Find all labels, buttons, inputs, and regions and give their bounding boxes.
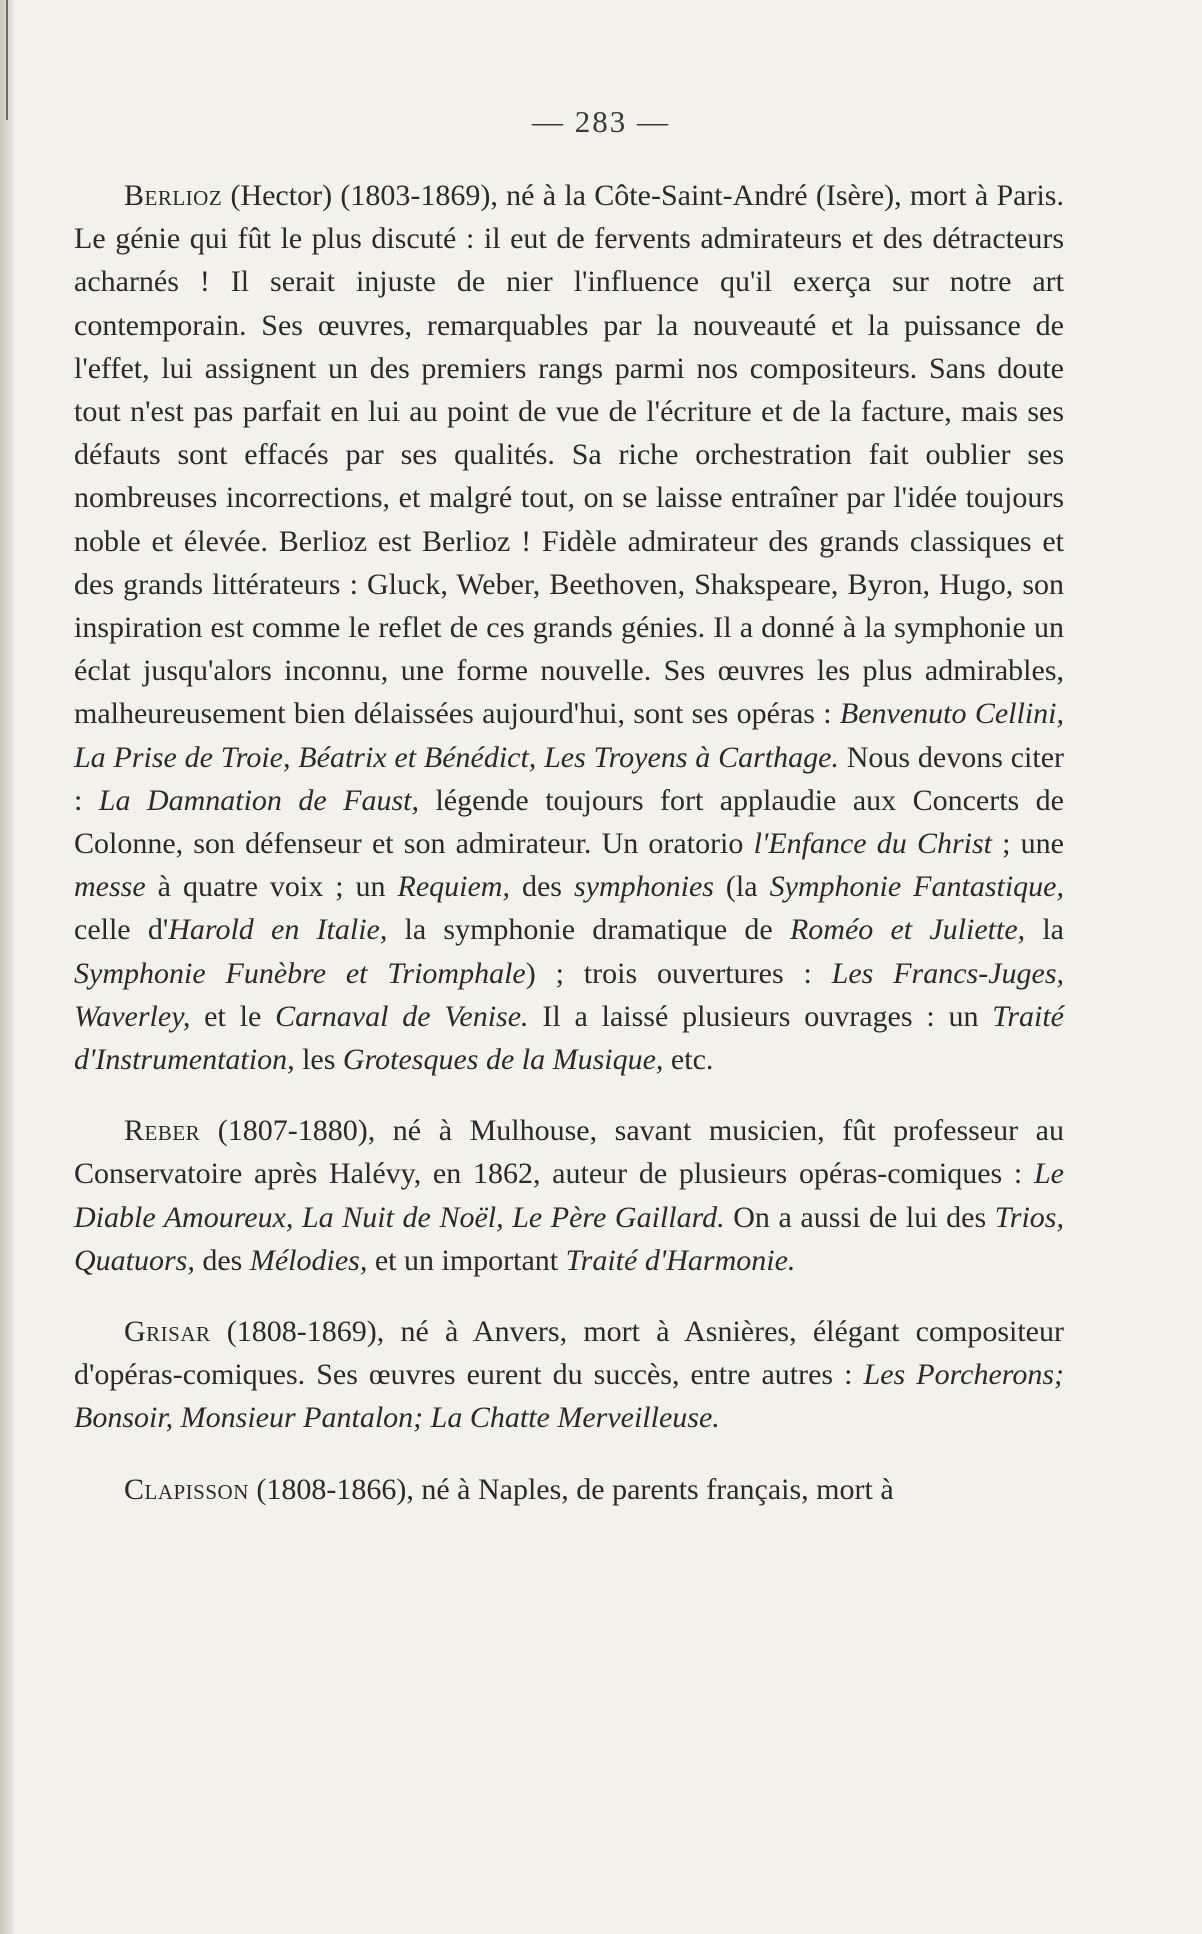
work-title: Carnaval de Venise. xyxy=(275,999,529,1033)
work-title: Symphonie Funèbre et Triomphale xyxy=(74,956,526,990)
work-title: Trios, Quatuors, xyxy=(74,1200,1064,1277)
entry-text: des xyxy=(509,870,574,904)
work-title: Traité d'Instrumentation, xyxy=(74,999,1064,1077)
entry-text: des xyxy=(194,1243,250,1277)
entry-text: les xyxy=(294,1043,343,1077)
entry-text: celle d' xyxy=(74,913,169,947)
work-title: Grotesques de la Musique, xyxy=(342,1043,664,1077)
entry-grisar xyxy=(74,1310,1064,1440)
entry-text: la xyxy=(1025,913,1064,947)
composer-name: Clapisson xyxy=(124,1472,249,1506)
composer-name: Berlioz xyxy=(124,179,223,212)
entry-text: Nous devons citer : xyxy=(74,740,1064,817)
work-title: Symphonie Fantastique, xyxy=(769,870,1064,904)
entry-text: et un important xyxy=(367,1243,566,1277)
composer-name: Reber xyxy=(124,1114,201,1148)
work-title: Les Porcherons; Bonsoir, Monsieur Pantalon; La Chatte Merveilleuse. xyxy=(74,1358,1064,1435)
entry-text: On a aussi de lui des xyxy=(724,1200,995,1234)
work-title: symphonies xyxy=(573,870,714,904)
work-title: messe xyxy=(74,870,146,904)
work-title: Traité d'Harmonie. xyxy=(565,1243,796,1277)
entry-text: etc. xyxy=(663,1043,714,1077)
work-title: Harold en Italie, xyxy=(168,913,388,947)
composer-name: Grisar xyxy=(124,1315,211,1349)
page-number: — 283 — xyxy=(532,104,670,139)
entry-text: ) ; trois ouvertures : xyxy=(525,956,832,990)
entry-reber xyxy=(74,1109,1064,1282)
binding-mark xyxy=(6,0,8,120)
entry-text: (la xyxy=(713,870,770,904)
entry-text: à quatre voix ; un xyxy=(145,870,398,904)
work-title: Roméo et Juliette, xyxy=(789,913,1026,947)
work-title: Mélodies, xyxy=(249,1243,368,1277)
entry-text: (1808-1866), né à Naples, de parents français, mort à xyxy=(248,1472,894,1506)
entry-text: ; une xyxy=(992,827,1064,861)
body-text xyxy=(74,174,1064,1539)
work-title: Requiem, xyxy=(397,870,510,904)
work-title: l'Enfance du Christ xyxy=(753,827,992,861)
entry-text: (1808-1869), né à Anvers, mort à Asnières, élégant compositeur d'opéras-comiques. Ses œuvres eurent du succès, entre autres : xyxy=(74,1315,1064,1392)
entry-clapisson xyxy=(74,1468,1064,1511)
work-title: La Damnation de Faust, xyxy=(98,783,419,817)
entry-text: légende toujours fort applaudie aux Concerts de Colonne, son défenseur et son admirateur. Un oratorio xyxy=(74,783,1064,861)
entry-text: (1807-1880), né à Mulhouse, savant musicien, fût professeur au Conservatoire après Halévy, en 1862, auteur de plusieurs opéras-comiques : xyxy=(74,1114,1064,1191)
entry-text: la symphonie dramatique de xyxy=(387,913,790,947)
work-title: Benvenuto Cellini, La Prise de Troie, Béatrix et Bénédict, Les Troyens à Carthage. xyxy=(74,697,1064,774)
work-title: Les Francs-Juges, Waverley, xyxy=(74,956,1064,1033)
entry-text: et le xyxy=(190,999,276,1033)
entry-text: Il a laissé plusieurs ouvrages : un xyxy=(528,999,993,1033)
binding-shadow xyxy=(0,0,14,1934)
entry-text: (Hector) (1803-1869), né à la Côte-Saint-André (Isère), mort à Paris. Le génie qui fût le plus discuté : il eut de fervents admirateurs et des détracteurs acharnés ! Il serait injuste de nier l'influence qu'il exerça sur notre art contemporain. Ses œuvres, remarquables par la nouveauté et la puissance de l'effet, lui assignent un des premiers rangs parmi nos compositeurs. Sans doute tout n'est pas parfait en lui au point de vue de l'écriture et de la facture, mais ses défauts sont effacés par ses qualités. Sa riche orchestration fait oublier ses nombreuses incorrections, et malgré tout, on se laisse entraîner par l'idée toujours noble et élevée. Berlioz est Berlioz ! Fidèle admirateur des grands classiques et des grands littérateurs : Gluck, Weber, Beethoven, Shakspeare, Byron, Hugo, son inspiration est comme le reflet de ces grands génies. Il a donné à la symphonie un éclat jusqu'alors inconnu, une forme nouvelle. Ses œuvres les plus admirables, malheureusement bien délaissées aujourd'hui, sont ses opéras : xyxy=(74,179,1064,731)
entry-berlioz xyxy=(74,174,1064,1081)
work-title: Le Diable Amoureux, La Nuit de Noël, Le Père Gaillard. xyxy=(74,1157,1064,1234)
